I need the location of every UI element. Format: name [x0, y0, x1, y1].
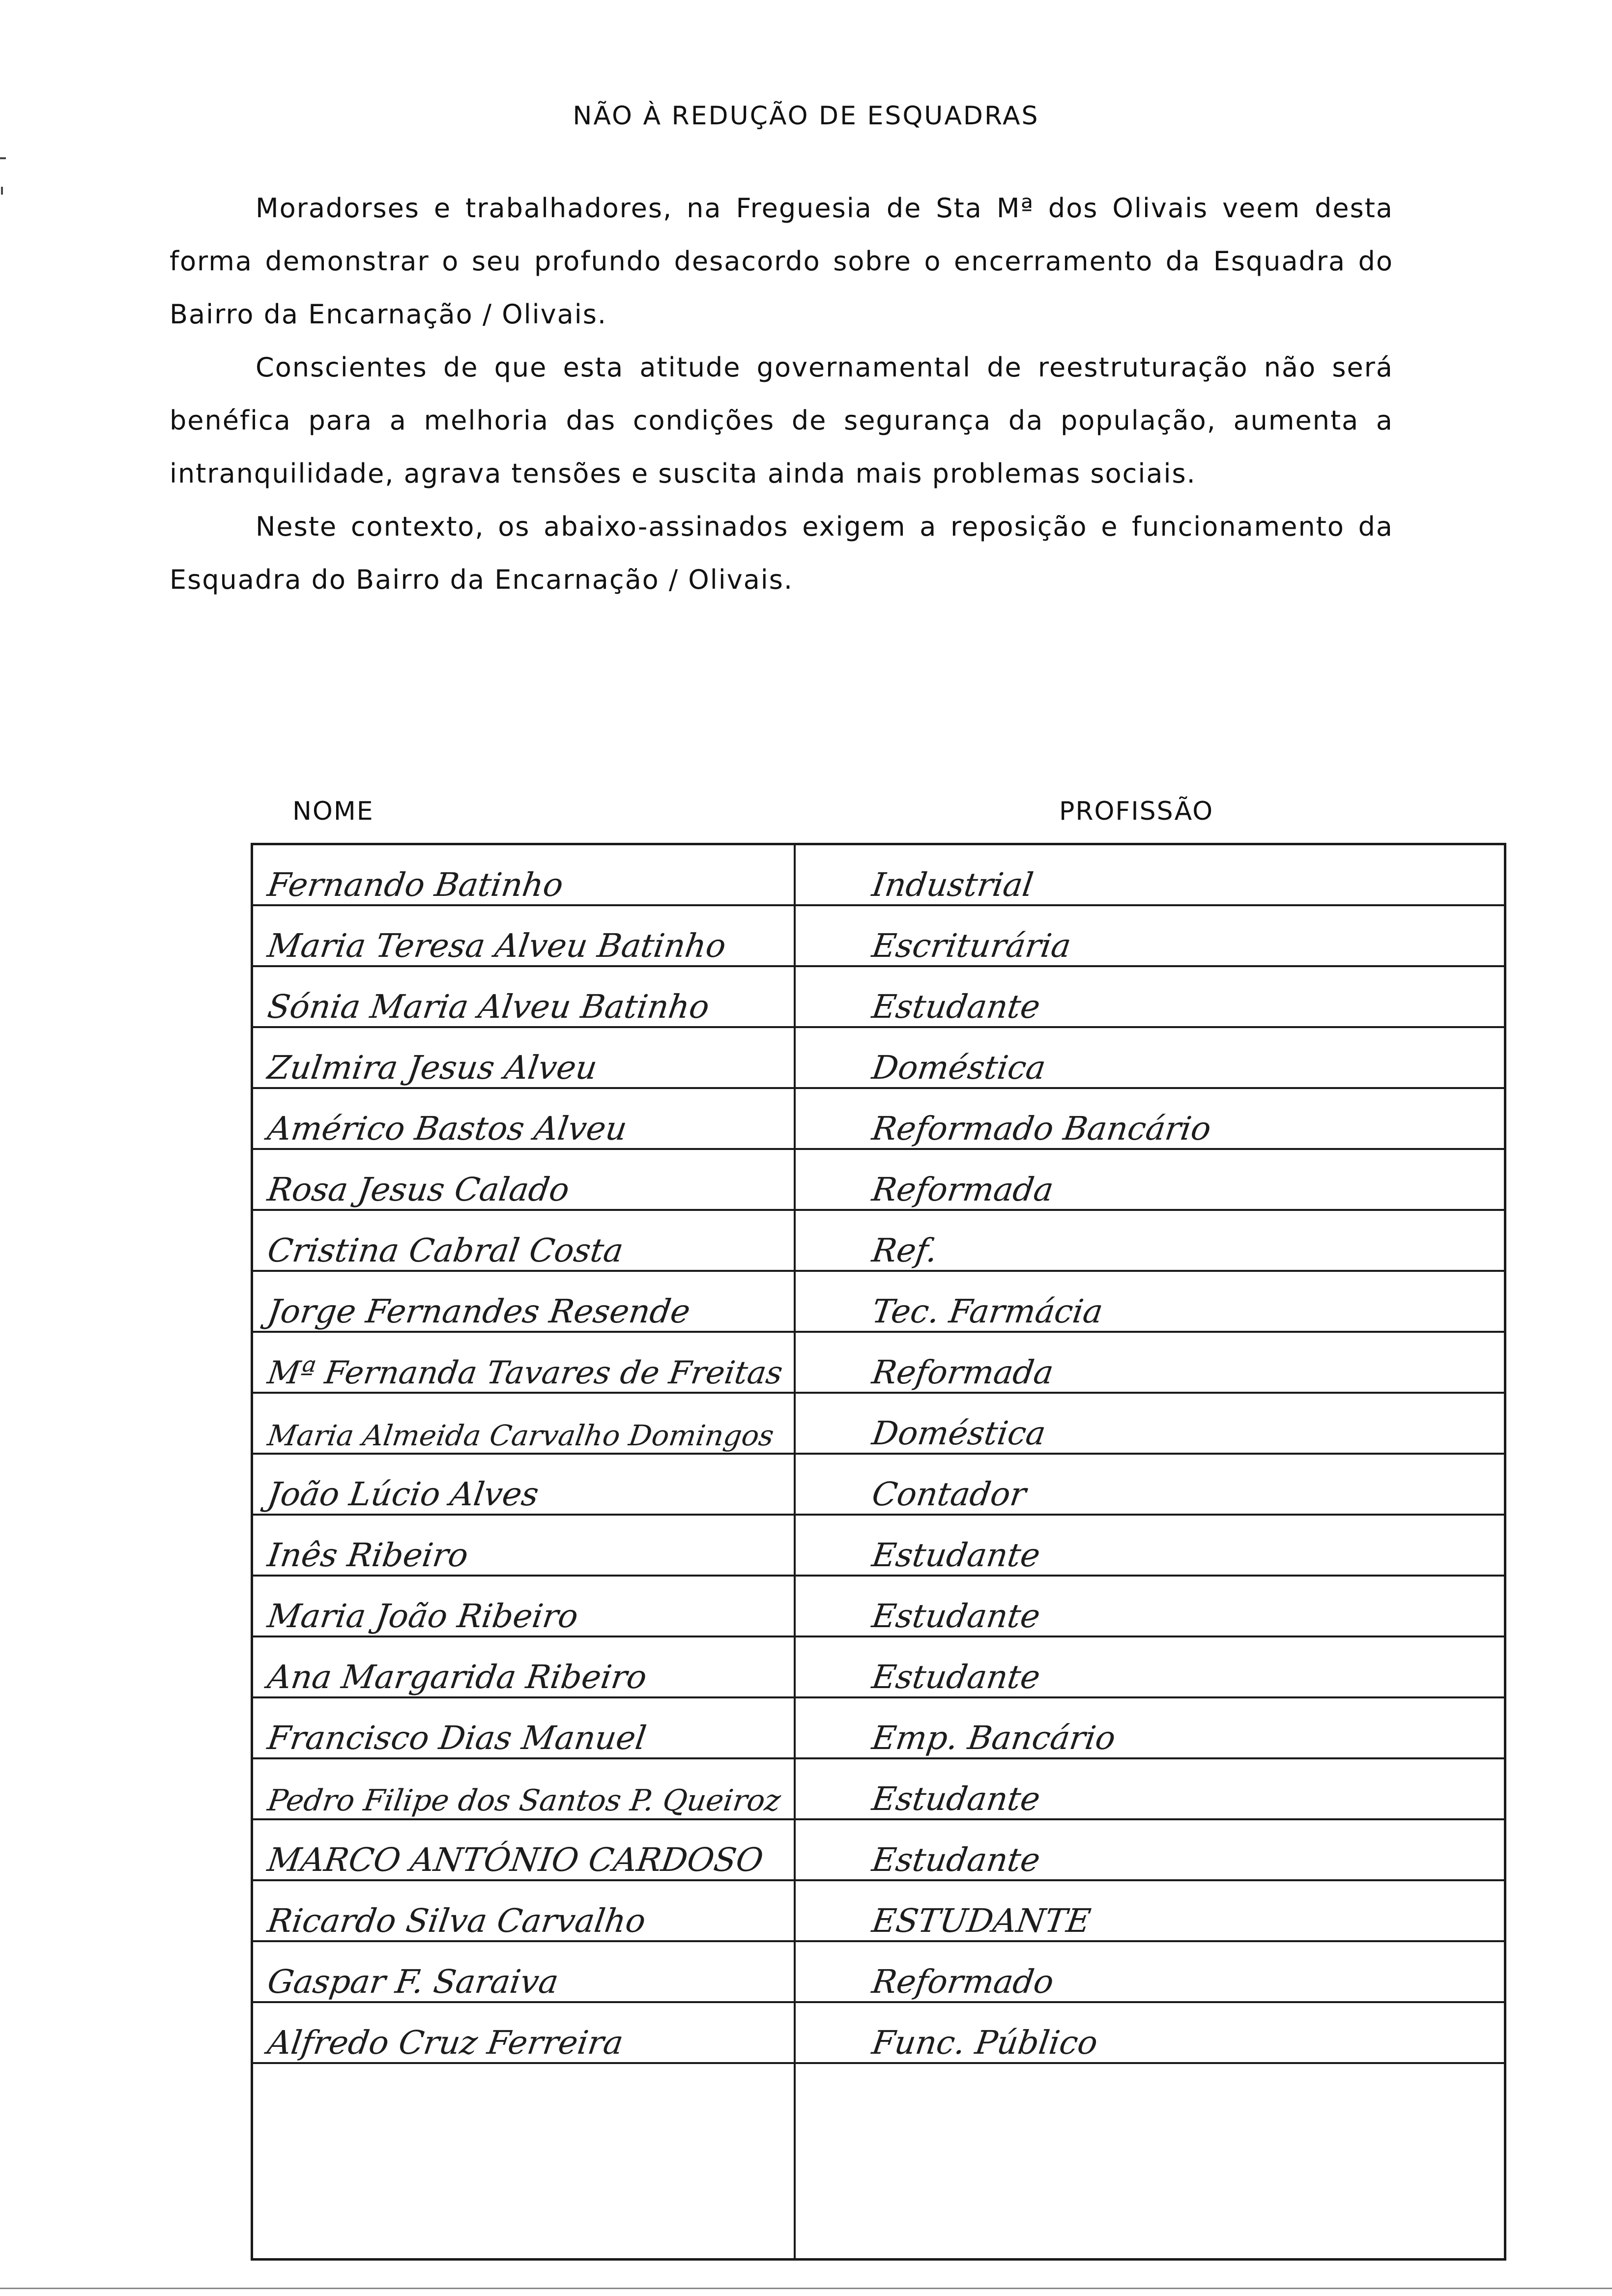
- signature-name: [258, 1698, 794, 1757]
- signature-profession: [799, 1272, 1501, 1331]
- table-row: [253, 1577, 1504, 1637]
- signature-name: [258, 1759, 794, 1818]
- scan-mark-left: [1, 187, 3, 195]
- signature-name: [258, 1637, 794, 1696]
- signature-name-text: Ricardo Silva Carvalho: [265, 1902, 648, 1940]
- table-row: [253, 1150, 1504, 1211]
- signature-profession: [799, 1455, 1501, 1514]
- signature-profession-text: Contador: [869, 1475, 1029, 1513]
- table-row: [253, 2003, 1504, 2064]
- signature-name: [258, 845, 794, 904]
- signature-name-text: MARCO ANTÓNIO CARDOSO: [265, 1841, 766, 1879]
- signature-name-text: Francisco Dias Manuel: [265, 1719, 649, 1757]
- signature-name: [258, 1455, 794, 1514]
- signature-name-text: Inês Ribeiro: [265, 1536, 471, 1574]
- signature-profession: [799, 1637, 1501, 1696]
- signature-profession: [799, 1516, 1501, 1575]
- signature-profession-text: Reformado Bancário: [869, 1110, 1213, 1148]
- signature-profession: [799, 1820, 1501, 1879]
- paragraph-3: Neste contexto, os abaixo-assinados exigem a reposição e funcionamento da Esquadra do Bairro da Encarnação / Olivais.: [170, 511, 1393, 595]
- table-row: [253, 1455, 1504, 1516]
- signature-profession: [799, 845, 1501, 904]
- signature-profession-text: Reformada: [869, 1353, 1056, 1391]
- signature-name: [258, 2064, 794, 2258]
- signature-name-text: Jorge Fernandes Resende: [265, 1292, 693, 1330]
- table-row: [253, 1881, 1504, 1942]
- table-row: [253, 1942, 1504, 2003]
- document-title: NÃO À REDUÇÃO DE ESQUADRAS: [573, 101, 1039, 131]
- signature-name: [258, 1211, 794, 1270]
- paragraph-2: Conscientes de que esta atitude governamental de reestruturação não será benéfica para a melhoria das condições de segurança da população, aumenta a intranquilidade, agrava tensões e suscita ainda mais problemas sociais.: [170, 352, 1393, 489]
- signature-name: [258, 1942, 794, 2001]
- table-row: [253, 1272, 1504, 1333]
- signature-profession: [799, 1028, 1501, 1087]
- table-row: [253, 1394, 1504, 1455]
- table-row: [253, 1089, 1504, 1150]
- signature-profession-text: Estudante: [869, 988, 1043, 1026]
- signature-profession: [799, 1881, 1501, 1940]
- signature-profession: [799, 1333, 1501, 1392]
- signature-profession-text: Escriturária: [869, 927, 1074, 965]
- signature-name: [258, 1028, 794, 1087]
- signature-name-text: Cristina Cabral Costa: [265, 1232, 626, 1269]
- signature-profession: [799, 1211, 1501, 1270]
- signature-profession-text: Func. Público: [869, 2024, 1100, 2062]
- signature-name: [258, 1881, 794, 1940]
- signature-name-text: Pedro Filipe dos Santos P. Queiroz: [265, 1783, 783, 1818]
- signature-name-text: Sónia Maria Alveu Batinho: [265, 988, 712, 1026]
- signature-name-text: Américo Bastos Alveu: [265, 1110, 630, 1148]
- table-row: [253, 1698, 1504, 1759]
- signature-name: [258, 1272, 794, 1331]
- signature-name-text: Maria Almeida Carvalho Domingos: [265, 1419, 776, 1452]
- column-header-nome: NOME: [292, 797, 374, 826]
- signature-table: [251, 843, 1506, 2261]
- petition-text: [170, 182, 1393, 606]
- signature-name-text: Ana Margarida Ribeiro: [265, 1658, 649, 1696]
- table-row: [253, 1820, 1504, 1881]
- signature-profession-text: Emp. Bancário: [869, 1719, 1118, 1757]
- table-row: [253, 845, 1504, 906]
- signature-profession: [799, 1089, 1501, 1148]
- signature-profession: [799, 1942, 1501, 2001]
- signature-name: [258, 1820, 794, 1879]
- signature-profession: [799, 1698, 1501, 1757]
- signature-profession-text: Industrial: [869, 866, 1036, 904]
- table-row: [253, 1637, 1504, 1698]
- signature-profession-text: Estudante: [869, 1597, 1043, 1635]
- column-header-profissao: PROFISSÃO: [1059, 797, 1214, 826]
- signature-profession-text: Ref.: [869, 1232, 940, 1269]
- scan-mark-top-left: [0, 157, 6, 159]
- signature-profession-text: Doméstica: [869, 1414, 1048, 1452]
- signature-profession-text: Estudante: [869, 1780, 1043, 1818]
- signature-profession-text: Tec. Farmácia: [869, 1292, 1105, 1330]
- signature-name: [258, 1394, 794, 1453]
- signature-name: [258, 967, 794, 1026]
- signature-name: [258, 1577, 794, 1636]
- signature-name-text: Maria João Ribeiro: [265, 1597, 581, 1635]
- signature-profession-text: ESTUDANTE: [869, 1902, 1094, 1940]
- table-row: [253, 1333, 1504, 1394]
- signature-profession-text: Estudante: [869, 1658, 1043, 1696]
- signature-name-text: Maria Teresa Alveu Batinho: [265, 927, 728, 965]
- signature-name-text: Gaspar F. Saraiva: [265, 1963, 561, 2001]
- signature-profession: [799, 1394, 1501, 1453]
- signature-name-text: Fernando Batinho: [265, 866, 566, 904]
- signature-profession: [799, 2003, 1501, 2062]
- signature-profession: [799, 2064, 1501, 2258]
- signature-profession: [799, 967, 1501, 1026]
- signature-name-text: Mª Fernanda Tavares de Freitas: [265, 1355, 785, 1391]
- table-row: [253, 1516, 1504, 1577]
- signature-profession-text: Reformado: [869, 1963, 1056, 2001]
- signature-profession: [799, 906, 1501, 965]
- signature-name: [258, 2003, 794, 2062]
- signature-profession: [799, 1150, 1501, 1209]
- signature-profession-text: Estudante: [869, 1536, 1043, 1574]
- table-row: [253, 967, 1504, 1028]
- signature-profession-text: Estudante: [869, 1841, 1043, 1879]
- signature-profession-text: Doméstica: [869, 1049, 1048, 1087]
- table-row: [253, 2064, 1504, 2258]
- paragraph-1: Moradorses e trabalhadores, na Freguesia de Sta Mª dos Olivais veem desta forma demonstrar o seu profundo desacordo sobre o encerramento da Esquadra do Bairro da Encarnação / Olivais.: [170, 193, 1393, 330]
- scan-mark-bottom: [0, 2288, 1612, 2289]
- signature-name-text: Rosa Jesus Calado: [265, 1171, 572, 1208]
- table-row: [253, 1211, 1504, 1272]
- signature-name: [258, 1150, 794, 1209]
- table-row: [253, 1028, 1504, 1089]
- signature-name-text: Zulmira Jesus Alveu: [265, 1049, 600, 1087]
- signature-name: [258, 1089, 794, 1148]
- signature-profession-text: Reformada: [869, 1171, 1056, 1208]
- signature-profession: [799, 1577, 1501, 1636]
- table-row: [253, 1759, 1504, 1820]
- signature-name: [258, 1516, 794, 1575]
- signature-name-text: Alfredo Cruz Ferreira: [265, 2024, 626, 2062]
- signature-name-text: João Lúcio Alves: [265, 1475, 541, 1513]
- signature-profession: [799, 1759, 1501, 1818]
- signature-name: [258, 906, 794, 965]
- table-row: [253, 906, 1504, 967]
- signature-name: [258, 1333, 794, 1392]
